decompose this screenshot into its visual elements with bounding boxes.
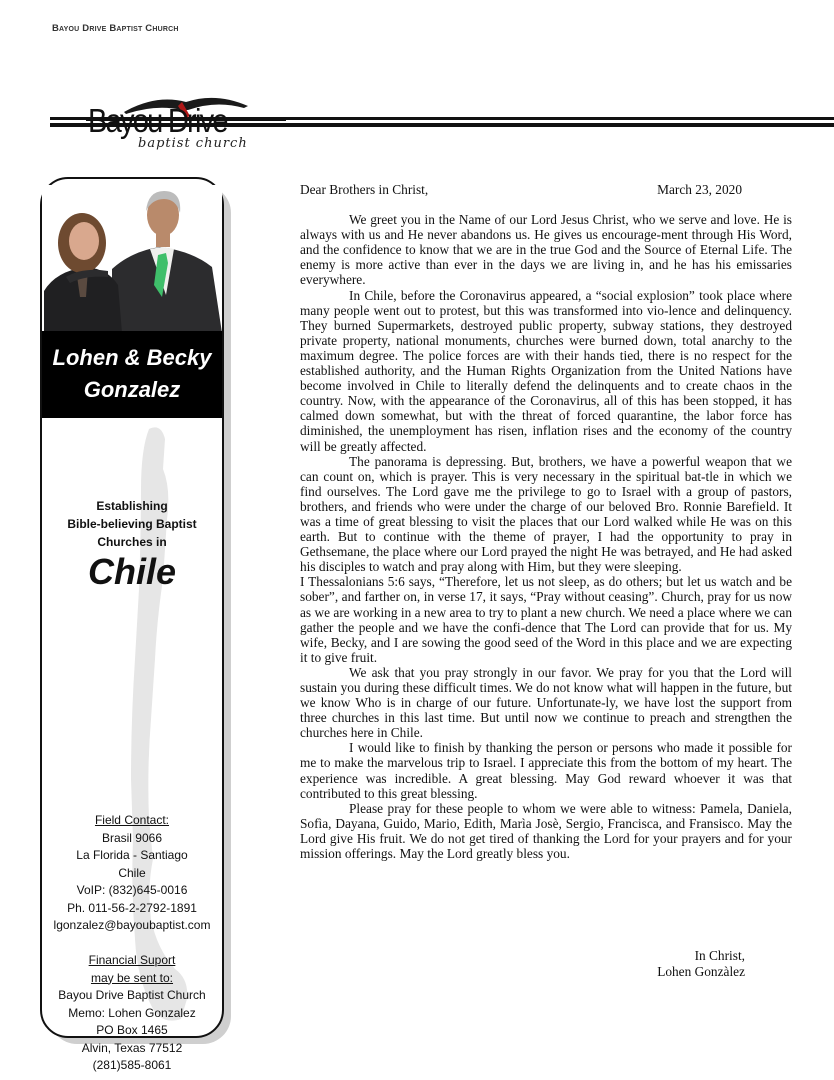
field-contact-heading: Field Contact: <box>94 813 170 827</box>
country-name: Chile <box>87 551 176 592</box>
support-phone-line: (281)585-8061 <box>92 1058 172 1072</box>
letter-paragraph: We greet you in the Name of our Lord Jesus Christ, who we serve and love. He is always with us and He never abandons us. He gives us encourage-ment through His Word, and the confidence to know that we are in the true God and the Source of Eternal Life. The enemy is more active than ever in the days we are living in, and he has his emissaries everywhere. <box>300 212 792 288</box>
header-organization: Bayou Drive Baptist Church <box>52 23 179 34</box>
letter-date: March 23, 2020 <box>657 182 742 197</box>
missionary-names-banner <box>42 331 222 418</box>
letter-header <box>300 182 792 197</box>
contact-address-line: Brasil 9066 <box>101 830 163 845</box>
support-pobox-line: PO Box 1465 <box>96 1023 168 1037</box>
letter-paragraph: The panorama is depressing. But, brothers, we have a powerful weapon that we can count on, which is prayer. This is very necessary in the spiritual bat-tle in which we find ourselves. The Lord gave me the privilege to go to Israel with a group of pastors, brothers, and friends who were under the charge of our beloved Bro. Ronnie Barefield. It was a time of great blessing to visit the places that our Lord walked while He was on this earth. But to continue with the theme of prayer, I had the opportunity to pray in Gethsemane, the place where our Lord prayed the night He was betrayed, and He had asked his disciples to watch and pray along with Him, but they were sleeping. <box>300 453 792 575</box>
logo-subtitle: baptist church <box>138 136 248 151</box>
letter-body <box>300 182 792 861</box>
contact-country-line: Chile <box>118 865 146 880</box>
letter-paragraph: In Chile, before the Coronavirus appeared, a “social explosion” took place where many people went out to protest, but this was transformed into vio-lence and delinquency. They burned Supermarkets, destroyed public property, subway stations, they destroyed private property, national monuments, churches were burned down, total anarchy to the maximum degree. The police forces are with their hands tied, there is no respect for the established authority, and the Human Rights Organization from the United Nations have become involved in Chile to literally defend the delinquents and to create chaos in the country. Now, with the appearance of the Coronavirus, all of this has been stopped, it has calmed down somewhat, but with the threat of forced quarantine, the labor force has diminished, the unemployment has risen, inflation rises and the economy of the country will be greatly affected. <box>300 287 792 454</box>
missionary-sidebar <box>40 177 224 1072</box>
letter-salutation: Dear Brothers in Christ, <box>300 182 429 197</box>
mission-line: Bible-believing Baptist <box>67 517 197 531</box>
contact-voip: VoIP: (832)645-0016 <box>76 883 188 897</box>
letter-paragraph: I Thessalonians 5:6 says, “Therefore, let us not sleep, as do others; but let us watch and be sober”, and farther on, in verse 17, it says, “Pray without ceasing”. Church, pray for us now as we are working in a new area to try to plant a new church. We need a place where we can gather the people and we have the confi-dence that The Lord can provide that for us. My wife, Becky, and I are sowing the good seed of the Word in this place and we are expecting it to give fruit. <box>300 574 792 665</box>
contact-phone: Ph. 011-56-2-2792-1891 <box>67 900 197 915</box>
mission-line: Establishing <box>96 499 168 513</box>
logo-wordmark: Bayou Drive <box>88 102 227 139</box>
support-church-line: Bayou Drive Baptist Church <box>58 988 206 1002</box>
signature-name: Lohen Gonzàlez <box>657 963 745 979</box>
letter-paragraph: Please pray for these people to whom we were able to witness: Pamela, Daniela, Sofìa, Dayana, Guido, Mario, Edith, Marìa Josè, Sergio, Francisca, and Fransisco. May the Lord give His fruit. We do not get tired of thanking the Lord for your prayers and for your mission offerings. May the Lord greatly bless you. <box>300 800 792 862</box>
contact-city-line: La Florida - Santiago <box>76 848 188 862</box>
letter-paragraph: I would like to finish by thanking the person or persons who made it possible for me to make the marvelous trip to Israel. I appreciate this from the bottom of my heart. The experience was incredible. A great blessing. May God reward whoever it was that contributed to this great blessing. <box>300 740 792 801</box>
financial-support-block <box>42 952 222 1075</box>
financial-support-heading: Financial Suport <box>88 953 176 967</box>
mission-statement <box>42 497 222 551</box>
missionary-photo <box>42 185 222 333</box>
letter-closing <box>645 948 745 979</box>
mission-line: Churches in <box>97 535 167 549</box>
support-memo-line: Memo: Lohen Gonzalez <box>68 1005 196 1020</box>
financial-support-subheading: may be sent to: <box>90 970 174 985</box>
closing-phrase: In Christ, <box>694 948 745 963</box>
missionary-names-line2: Gonzalez <box>83 377 181 402</box>
couple-photo-image <box>42 185 222 333</box>
support-city-line: Alvin, Texas 77512 <box>81 1040 183 1055</box>
letter-paragraph: We ask that you pray strongly in our favor. We pray for you that the Lord will sustain you during these difficult times. We do not know what will happen in the future, but we know Who is in charge of our future. Unfortunate-ly, we have lost the support from three churches in this last time. But until now we continue to preach and strengthen the churches here in Chile. <box>300 664 792 741</box>
church-logo <box>78 90 288 160</box>
missionary-names-line1: Lohen & Becky <box>52 345 212 370</box>
contact-email-link[interactable]: lgonzalez@bayoubaptist.com <box>53 918 211 932</box>
field-contact-block <box>42 812 222 935</box>
